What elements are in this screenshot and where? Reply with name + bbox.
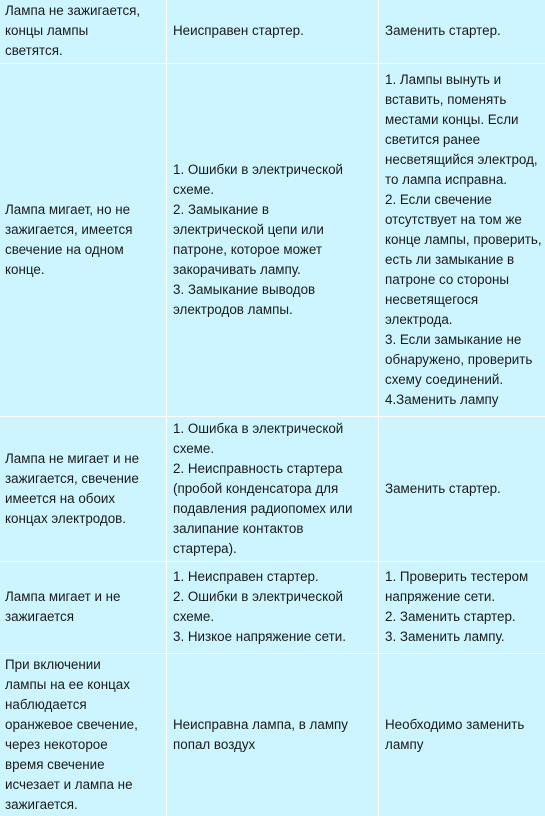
symptom-line: имеется на обоих: [5, 489, 166, 509]
symptom-cell: [0, 63, 167, 416]
symptom-cell: [0, 416, 167, 561]
cause-cell: [167, 561, 379, 653]
cause-line: схеме.: [173, 607, 378, 627]
symptom-line: оранжевое свечение,: [5, 715, 166, 735]
symptom-line: Лампа не зажигается,: [5, 1, 166, 21]
cause-line: схеме.: [173, 180, 378, 200]
fix-line: напряжение сети.: [385, 587, 543, 607]
symptom-line: наблюдается: [5, 695, 166, 715]
symptom-line: При включении: [5, 655, 166, 675]
fix-line: 1. Проверить тестером: [385, 567, 543, 587]
fix-line: несветящийся электрод,: [385, 150, 543, 170]
table-row: [0, 63, 545, 416]
cause-line: Неисправен стартер.: [173, 21, 378, 41]
cause-line: попал воздух: [173, 735, 378, 755]
symptom-line: время свечение: [5, 755, 166, 775]
table-row: [0, 653, 545, 816]
symptom-line: зажигается, свечение: [5, 469, 166, 489]
symptom-line: через некоторое: [5, 735, 166, 755]
cause-line: электродов лампы.: [173, 300, 378, 320]
symptom-cell: [0, 653, 167, 816]
symptom-line: зажигается: [5, 607, 166, 627]
fix-line: вставить, поменять: [385, 90, 543, 110]
symptom-line: Лампа не мигает и не: [5, 449, 166, 469]
table-row: [0, 416, 545, 561]
symptom-line: концы лампы: [5, 21, 166, 41]
fix-line: конце лампы, проверить,: [385, 230, 543, 250]
cause-line: схеме.: [173, 439, 378, 459]
symptom-line: зажигается.: [5, 795, 166, 815]
symptom-cell: [0, 0, 167, 63]
cause-line: подавления радиопомех или: [173, 499, 378, 519]
cause-line: 2. Замыкание в: [173, 200, 378, 220]
fix-line: обнаружено, проверить: [385, 350, 543, 370]
cause-line: 2. Неисправность стартера: [173, 459, 378, 479]
fix-line: местами концы. Если: [385, 110, 543, 130]
cause-line: стартера).: [173, 539, 378, 559]
cause-line: Неисправна лампа, в лампу: [173, 715, 378, 735]
fix-line: Заменить стартер.: [385, 479, 543, 499]
cause-cell: [167, 653, 379, 816]
fix-line: Необходимо заменить: [385, 715, 543, 735]
fix-line: 4.Заменить лампу: [385, 390, 543, 410]
table-row: [0, 0, 545, 63]
fix-cell: [379, 0, 545, 63]
fix-line: то лампа исправна.: [385, 170, 543, 190]
fix-line: Заменить стартер.: [385, 21, 543, 41]
fix-line: схему соединений.: [385, 370, 543, 390]
symptom-line: светятся.: [5, 41, 166, 61]
fix-line: 1. Лампы вынуть и: [385, 70, 543, 90]
fix-line: светится ранее: [385, 130, 543, 150]
cause-cell: [167, 63, 379, 416]
cause-line: 1. Ошибки в электрической: [173, 160, 378, 180]
cause-cell: [167, 0, 379, 63]
symptom-line: конце.: [5, 260, 166, 280]
fix-line: 2. Если свечение: [385, 190, 543, 210]
cause-line: 3. Низкое напряжение сети.: [173, 627, 378, 647]
fix-line: 2. Заменить стартер.: [385, 607, 543, 627]
fix-line: несветящегося: [385, 290, 543, 310]
fix-cell: [379, 416, 545, 561]
fix-cell: [379, 561, 545, 653]
symptom-line: свечение на одном: [5, 240, 166, 260]
cause-line: 1. Неисправен стартер.: [173, 567, 378, 587]
fix-cell: [379, 63, 545, 416]
fix-line: 3. Если замыкание не: [385, 330, 543, 350]
fix-cell: [379, 653, 545, 816]
symptom-cell: [0, 561, 167, 653]
fix-line: электрода.: [385, 310, 543, 330]
fix-line: 3. Заменить лампу.: [385, 627, 543, 647]
cause-cell: [167, 416, 379, 561]
symptom-line: лампы на ее концах: [5, 675, 166, 695]
symptom-line: зажигается, имеется: [5, 220, 166, 240]
symptom-line: концах электродов.: [5, 509, 166, 529]
cause-line: 3. Замыкание выводов: [173, 280, 378, 300]
symptom-line: Лампа мигает и не: [5, 587, 166, 607]
cause-line: патроне, которое может: [173, 240, 378, 260]
cause-line: залипание контактов: [173, 519, 378, 539]
cause-line: 1. Ошибка в электрической: [173, 419, 378, 439]
symptom-line: Лампа мигает, но не: [5, 200, 166, 220]
fix-line: есть ли замыкание в: [385, 250, 543, 270]
cause-line: закорачивать лампу.: [173, 260, 378, 280]
fix-line: патроне со стороны: [385, 270, 543, 290]
cause-line: (пробой конденсатора для: [173, 479, 378, 499]
cause-line: электрической цепи или: [173, 220, 378, 240]
table-row: [0, 561, 545, 653]
cause-line: 2. Ошибки в электрической: [173, 587, 378, 607]
fix-line: лампу: [385, 735, 543, 755]
symptom-line: исчезает и лампа не: [5, 775, 166, 795]
fix-line: отсутствует на том же: [385, 210, 543, 230]
